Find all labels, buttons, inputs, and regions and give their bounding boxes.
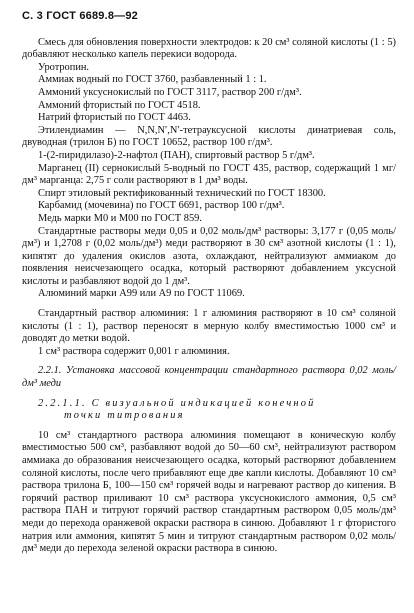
paragraph: 1-(2-пиридилазо)-2-нафтол (ПАН), спиртовый раствор 5 г/дм³. (38, 149, 315, 161)
paragraph: Алюминий марки А99 или А9 по ГОСТ 11069. (38, 288, 245, 300)
paragraph: Стандартный раствор алюминия: 1 г алюминия растворяют в 10 см³ соляной кислоты (1 : 1), раствор переносят в мерную колбу вместимостью 1000 см³ и доводят до метки водой. (22, 308, 396, 345)
paragraph: Уротропин. (38, 61, 90, 73)
paragraph: 10 см³ стандартного раствора алюминия помещают в коническую колбу вместимостью 500 см³, разбавляют водой до 50—60 см³, нейтрализуют раствором аммиака до образования неисчезающего осадка, который растворяют добавлением соляной кислоты, после чего прибавляют еще две капли кислоты. Добавляют 10 см³ раствора трилона Б, 100—150 см³ горячей воды и нагревают раствор до кипения. В горячий раствор приливают 10 см³ раствора уксуснокислого аммония, 0,5 см³ раствора ПАН и титруют горячий раствор стандартным раствором 0,05 моль/дм³ меди до перехода оранжевой окраски раствора в синюю. Добавляют 1 г фтористого натрия или аммония, кипятят 5 мин и титруют стандартным раствором 0,02 моль/дм³ меди до перехода зеленой окраски раствора в синюю. (22, 429, 396, 555)
paragraph: Аммоний уксуснокислый по ГОСТ 3117, раствор 200 г/дм³. (38, 86, 302, 98)
paragraph: Аммиак водный по ГОСТ 3760, разбавленный 1 : 1. (38, 74, 267, 86)
paragraph: 1 см³ раствора содержит 0,001 г алюминия. (38, 345, 230, 357)
subsection-heading-continued: точки титрования (64, 410, 185, 422)
paragraph: Этилендиамин — N,N,N′,N′-тетрауксусной кислоты динатриевая соль, двуводная (трилон Б) по ГОСТ 10652, раствор 100 г/дм³. (22, 124, 396, 149)
paragraph: Аммоний фтористый по ГОСТ 4518. (38, 99, 201, 111)
paragraph: Марганец (II) сернокислый 5-водный по ГОСТ 435, раствор, содержащий 1 мг/дм³ марганца: 2,75 г соли растворяют в 1 дм³ воды. (22, 162, 396, 187)
paragraph: Стандартные растворы меди 0,05 и 0,02 моль/дм³ растворы: 3,177 г (0,05 моль/дм³) и 1,2708 г (0,02 моль/дм³) меди растворяют в 30 см³ азотной кислоты (1 : 1), кипятят до удаления окислов азота, охлаждают, нейтрализуют аммиаком до появления неисчезающего осадка, который растворяют добавлением уксусной кислоты и разбавляют водой до 1 дм³. (22, 225, 396, 287)
page-header: С. 3 ГОСТ 6689.8—92 (22, 10, 139, 22)
paragraph: Смесь для обновления поверхности электродов: к 20 см³ соляной кислоты (1 : 5) добавляют несколько капель перекиси водорода. (22, 36, 396, 61)
paragraph: Натрий фтористый по ГОСТ 4463. (38, 112, 191, 124)
subsection-heading: 2.2.1.1. С визуальной индикацией конечной (38, 397, 316, 409)
paragraph: Спирт этиловый ректификованный технический по ГОСТ 18300. (38, 187, 326, 199)
paragraph: Медь марки М0 и М00 по ГОСТ 859. (38, 212, 202, 224)
paragraph: Карбамид (мочевина) по ГОСТ 6691, раствор 100 г/дм³. (38, 200, 285, 212)
section-heading: 2.2.1. Установка массовой концентрации стандартного раствора 0,02 моль/дм³ меди (22, 365, 396, 390)
